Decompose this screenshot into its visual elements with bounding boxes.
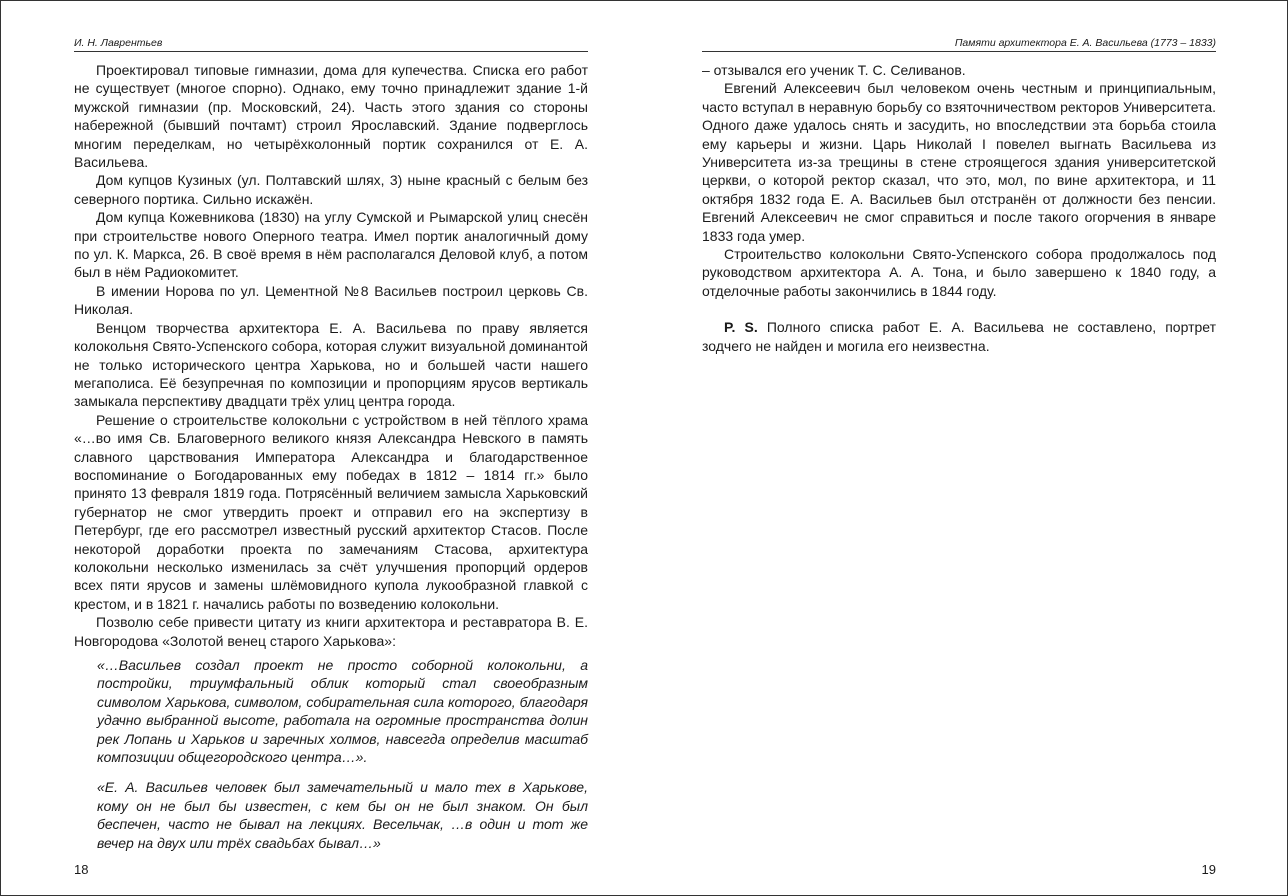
running-head-author: И. Н. Лаврентьев <box>74 36 588 52</box>
paragraph: Дом купцов Кузиных (ул. Полтавский шлях, 3) ныне красный с белым без северного портика. Сильно искажён. <box>74 172 588 207</box>
paragraph: Евгений Алексеевич был человеком очень честным и принципиальным, часто вступал в неравную борьбу со взяточничеством ректоров Университета. Одного даже удалось снять и засудить, но впоследствии эта борьба стоила ему карьеры и жизни. Царь Николай I повелел выгнать Васильева из Университета из-за трещины в стене строящегося здания университетской церкви, о которой ректор сказал, что это, мол, по вине архитектора, и 11 октября 1832 года Е. А. Васильев был отстранён от должности без пенсии. Евгений Алексеевич не смог справиться и после такого огорчения в январе 1833 года умер. <box>702 80 1216 244</box>
paragraph-continuation: – отзывался его ученик Т. С. Селиванов. <box>702 62 966 78</box>
postscript-label: P. S. <box>724 319 758 336</box>
paragraph: Проектировал типовые гимназии, дома для купечества. Списка его работ не существует (многое спорно). Однако, ему точно принадлежит здание 1-й мужской гимназии (пр. Московский, 24). Часть этого здания со стороны набережной (бывший почтамт) строил Ярославский. Здание подверглось многим переделкам, но четырёхколонный портик сохранился от Е. А. Васильева. <box>74 62 588 171</box>
left-page-body <box>74 61 588 852</box>
paragraph: В имении Норова по ул. Цементной №8 Васильев построил церковь Св. Николая. <box>74 282 588 318</box>
right-page <box>702 1 1216 895</box>
left-page <box>74 1 588 895</box>
right-page-body <box>702 61 1216 355</box>
postscript-text: Полного списка работ Е. А. Васильева не составлено, портрет зодчего не найден и могила его неизвестна. <box>702 319 1217 354</box>
block-quote: «Е. А. Васильев человек был замечательный и мало тех в Харькове, кому он не был бы известен, с кем бы он не был знаком. Он был беспечен, часто не бывал на лекциях. Весельчак, …в один и тот же вечер на двух или трёх свадьбах бывал…» <box>97 779 588 851</box>
paragraph: Дом купца Кожевникова (1830) на углу Сумской и Рымарской улиц снесён при строительстве нового Оперного театра. Имел портик аналогичный дому по ул. К. Маркса, 26. В своё время в нём располагался Деловой клуб, а потом был в нём Радиокомитет. <box>74 209 588 281</box>
running-head-title: Памяти архитектора Е. А. Васильева (1773 – 1833) <box>702 36 1216 52</box>
paragraph: Позволю себе привести цитату из книги архитектора и реставратора В. Е. Новгородова «Золотой венец старого Харькова»: <box>74 614 588 649</box>
paragraph: Строительство колокольни Свято-Успенского собора продолжалось под руководством архитектора А. А. Тона, и было завершено к 1840 году, а отделочные работы закончились в 1844 году. <box>702 246 1216 299</box>
paragraph: Венцом творчества архитектора Е. А. Васильева по праву является колокольня Свято-Успенского собора, которая служит визуальной доминантой не только исторического центра Харькова, но и большей части нашего мегаполиса. Её безупречная по композиции и пропорциям ярусов вертикаль замыкала перспективу двадцати трёх улиц центра города. <box>74 319 588 410</box>
paragraph: Решение о строительстве колокольни с устройством в ней тёплого храма «…во имя Св. Благоверного великого князя Александра Невского в память славного царствования Императора Александра и благодарственное воспоминание о Богодарованных ему победах в 1812 – 1814 гг.» было принято 13 февраля 1819 года. Потрясённый величием замысла Харьковский губернатор не смог утвердить проект и отправил его на экспертизу в Петербург, где его рассмотрел известный русский архитектор Стасов. После некоторой доработки проекта по замечаниям Стасова, архитектура колокольни несколько изменилась за счёт улучшения пропорций ордеров всех пяти ярусов и замены шлёмовидного купола лукообразной главкой с крестом, и в 1821 г. начались работы по возведению колокольни. <box>74 411 588 612</box>
block-quote: «…Васильев создал проект не просто соборной колокольни, а постройки, триумфальный облик который стал своеобразным символом Харькова, символом, собирательная сила которого, благодаря удачно выбранной высоте, работала на огромные пространства долин рек Лопань и Харьков и заречных холмов, навсегда определив масштаб композиции общегородского центра…». <box>97 657 588 766</box>
page-number: 18 <box>74 862 89 877</box>
postscript <box>702 318 1216 355</box>
page-number: 19 <box>1201 862 1216 877</box>
